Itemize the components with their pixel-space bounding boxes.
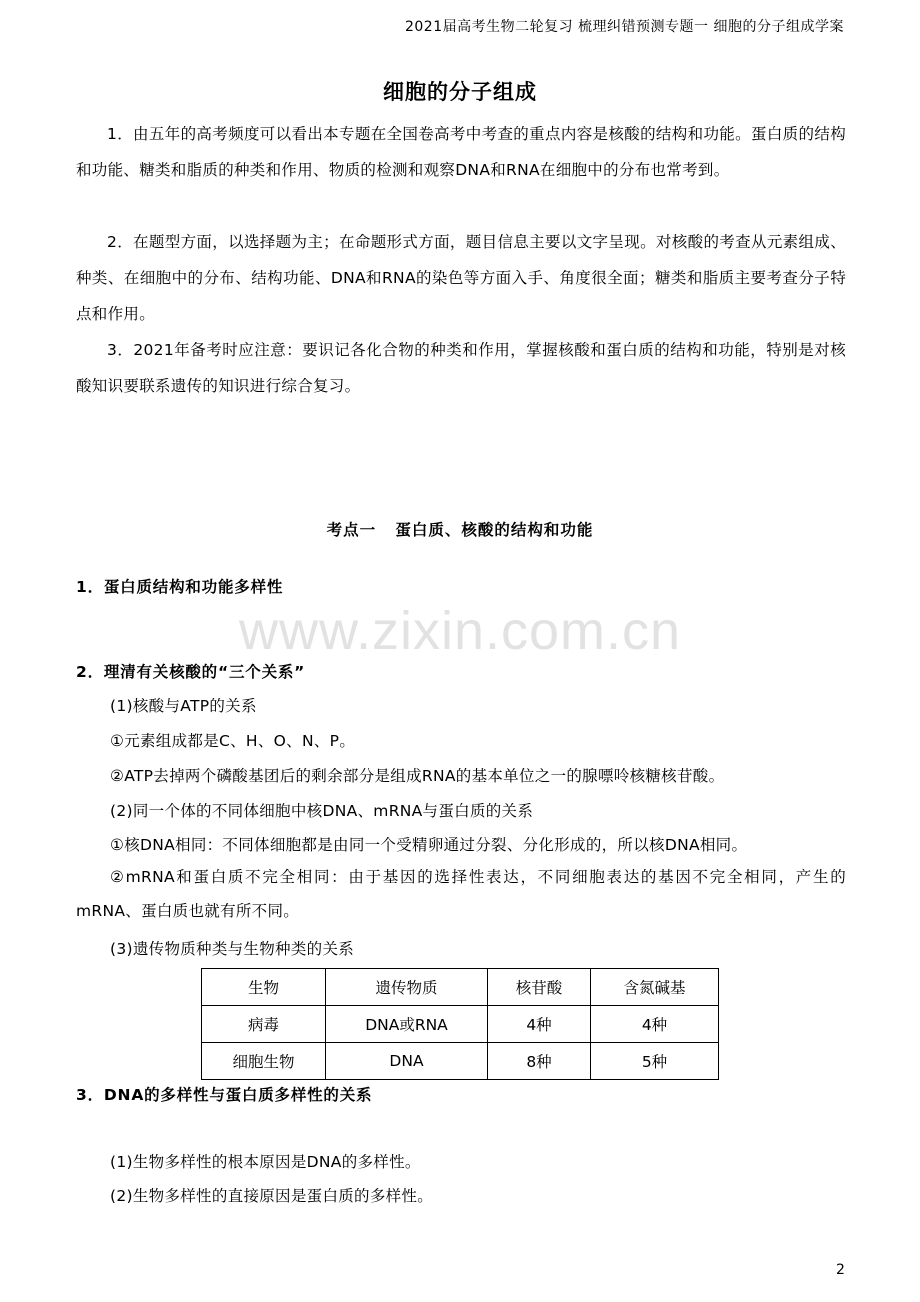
- table-cell: DNA或RNA: [326, 1006, 488, 1043]
- table-cell: 4种: [488, 1006, 591, 1043]
- section-title: 考点一 蛋白质、核酸的结构和功能: [326, 521, 594, 539]
- table-cell: 细胞生物: [202, 1043, 326, 1080]
- heading-dna-protein-diversity: 3．DNA的多样性与蛋白质多样性的关系: [76, 1086, 373, 1104]
- subheading-nucleic-atp: (1)核酸与ATP的关系: [110, 697, 257, 715]
- table-cell: 8种: [488, 1043, 591, 1080]
- intro-paragraph-2: 2．在题型方面，以选择题为主；在命题形式方面，题目信息主要以文字呈现。对核酸的考查从元素组成、种类、在细胞中的分布、结构功能、DNA和RNA的染色等方面入手、角度很全面；糖类和脂质主要考查分子特点和作用。: [76, 233, 846, 323]
- heading-protein-diversity: 1．蛋白质结构和功能多样性: [76, 578, 284, 596]
- heading-nucleic-acid-relations: 2．理清有关核酸的“三个关系”: [76, 663, 306, 681]
- table-header-cell: 核苷酸: [488, 969, 591, 1006]
- table-header-row: [202, 969, 719, 1006]
- point-mrna-protein: ②mRNA和蛋白质不完全相同：由于基因的选择性表达，不同细胞表达的基因不完全相同，产生的mRNA、蛋白质也就有所不同。: [76, 868, 846, 920]
- point-root-cause: (1)生物多样性的根本原因是DNA的多样性。: [110, 1153, 421, 1171]
- subheading-genetic-material: (3)遗传物质种类与生物种类的关系: [110, 940, 355, 958]
- table-cell: 4种: [591, 1006, 719, 1043]
- table-cell: 5种: [591, 1043, 719, 1080]
- table-row: [202, 1006, 719, 1043]
- document-title: 细胞的分子组成: [383, 80, 537, 104]
- genetic-material-table: [201, 968, 719, 1080]
- point-direct-cause: (2)生物多样性的直接原因是蛋白质的多样性。: [110, 1187, 434, 1205]
- intro-paragraph-1: 1．由五年的高考频度可以看出本专题在全国卷高考中考查的重点内容是核酸的结构和功能。蛋白质的结构和功能、糖类和脂质的种类和作用、物质的检测和观察DNA和RNA在细胞中的分布也常考到。: [76, 125, 846, 179]
- page-header: 2021届高考生物二轮复习 梳理纠错预测专题一 细胞的分子组成学案: [404, 19, 844, 35]
- point-nuclear-dna: ①核DNA相同：不同体细胞都是由同一个受精卵通过分裂、分化形成的，所以核DNA相同。: [110, 836, 748, 854]
- table-header-cell: 生物: [202, 969, 326, 1006]
- watermark: www.zixin.com.cn: [238, 601, 682, 661]
- subheading-dna-mrna-protein: (2)同一个体的不同体细胞中核DNA、mRNA与蛋白质的关系: [110, 802, 534, 820]
- point-atp: ②ATP去掉两个磷酸基团后的剩余部分是组成RNA的基本单位之一的腺嘌呤核糖核苷酸。: [110, 767, 725, 785]
- table-cell: DNA: [326, 1043, 488, 1080]
- table-header-cell: 遗传物质: [326, 969, 488, 1006]
- table-header-cell: 含氮碱基: [591, 969, 719, 1006]
- table-cell: 病毒: [202, 1006, 326, 1043]
- table-row: [202, 1043, 719, 1080]
- page-number: 2: [836, 1262, 845, 1278]
- intro-paragraph-3: 3．2021年备考时应注意：要识记各化合物的种类和作用，掌握核酸和蛋白质的结构和功能，特别是对核酸知识要联系遗传的知识进行综合复习。: [76, 341, 846, 395]
- point-elements: ①元素组成都是C、H、O、N、P。: [110, 732, 356, 750]
